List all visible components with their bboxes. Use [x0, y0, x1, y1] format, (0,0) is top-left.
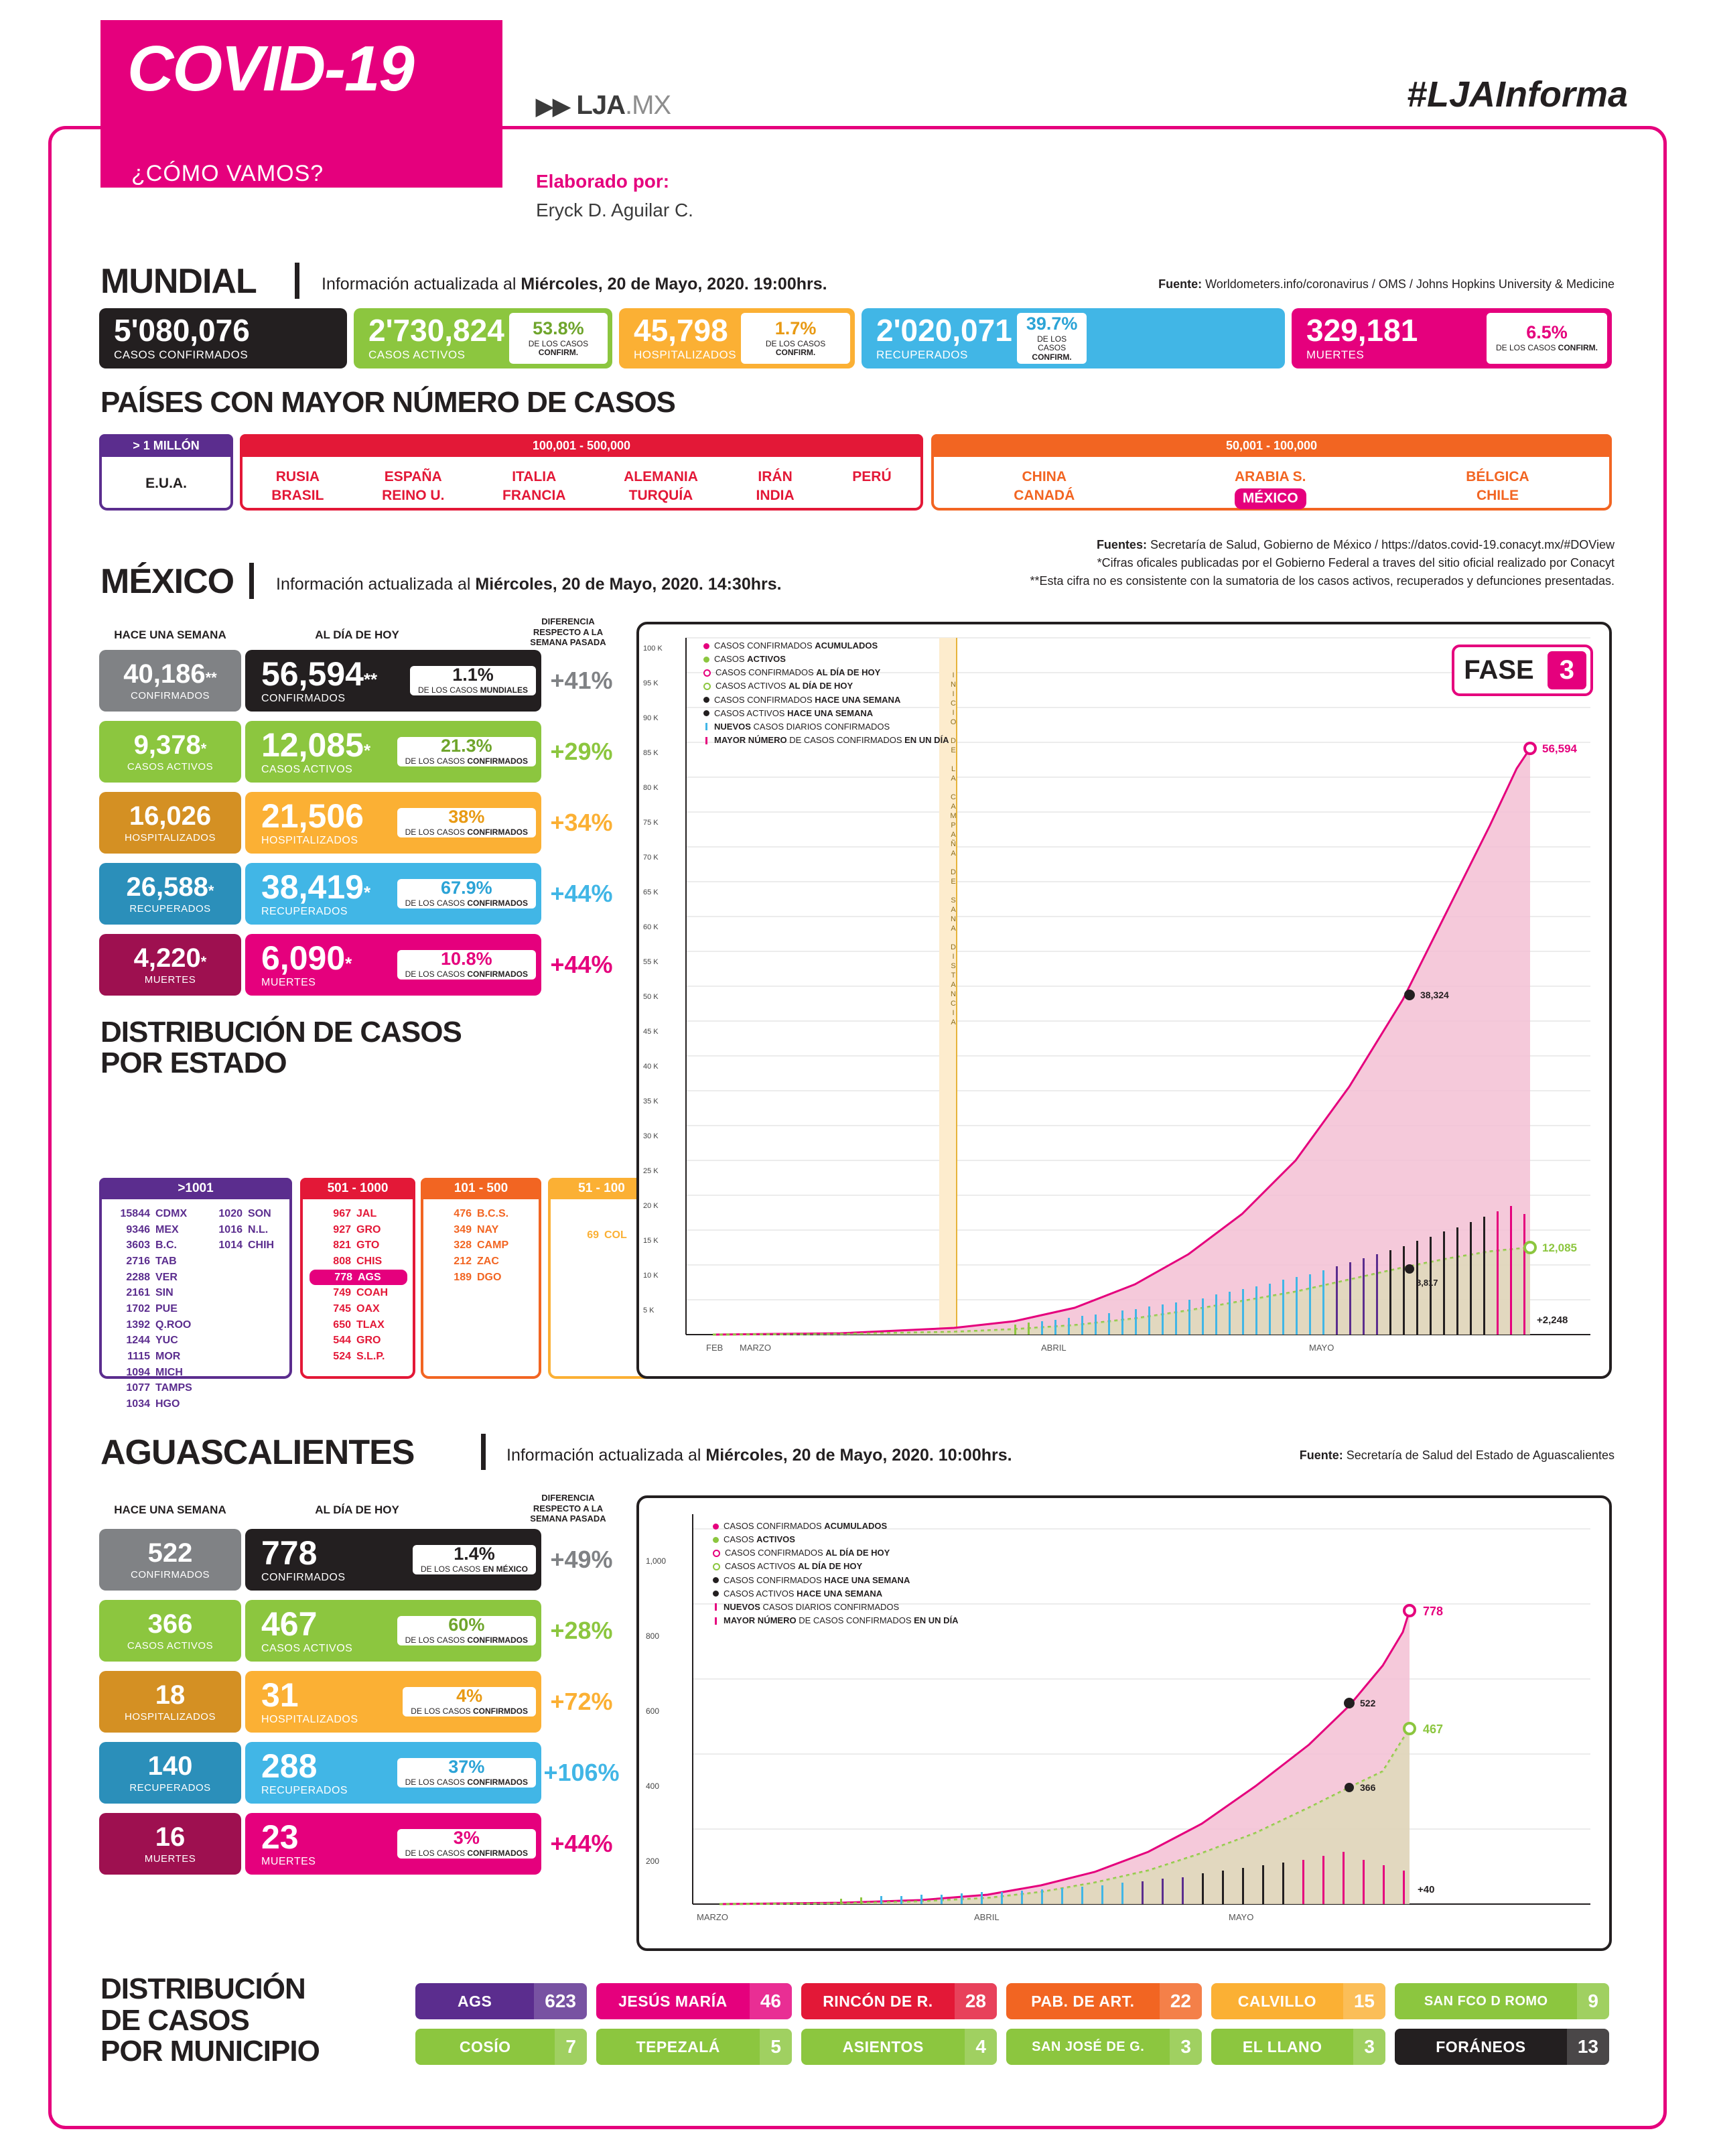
- section-title-mexico: MÉXICO: [100, 562, 234, 601]
- ags-marker-activos-prev: 366: [1360, 1782, 1376, 1793]
- country-col: ARABIA S. MÉXICO: [1235, 468, 1306, 509]
- logo-arrow-icon: ▶▶: [536, 94, 570, 119]
- marker-confirmados-prev: 38,324: [1420, 990, 1449, 1000]
- country-group-1m: [99, 434, 233, 511]
- country-group-range: 50,001 - 100,000: [931, 434, 1612, 457]
- legend-item: CASOS ACTIVOS: [703, 653, 949, 666]
- ags-chart: [636, 1495, 1612, 1951]
- now-value-box: 288 RECUPERADOS 37% DE LOS CASOS CONFIRMADOS: [245, 1742, 541, 1804]
- country-col: ITALIA FRANCIA: [502, 469, 566, 504]
- state-group-range: 501 - 1000: [300, 1178, 415, 1199]
- now-value-box: 31 HOSPITALIZADOS 4% DE LOS CASOS CONFIRMDOS: [245, 1671, 541, 1733]
- fase-badge: [1452, 645, 1593, 696]
- kpi-value: 329,181: [1306, 313, 1418, 348]
- ags-row-activos: [99, 1600, 622, 1662]
- ags-row-muertes: [99, 1813, 622, 1875]
- now-value-box: 21,506 HOSPITALIZADOS 38% DE LOS CASOS CONFIRMADOS: [245, 792, 541, 854]
- kpi-value: 2'020,071: [876, 313, 1012, 348]
- page-subtitle: ¿CÓMO VAMOS?: [131, 161, 324, 186]
- country-col: E.U.A.: [145, 476, 187, 491]
- municipio-jesus-maria: JESÚS MARÍA 46: [596, 1983, 792, 2019]
- now-value-box: 56,594** CONFIRMADOS 1.1% DE LOS CASOS MUNDIALES: [245, 650, 541, 712]
- mexico-chart-legend: [703, 639, 949, 747]
- diff-value: +44%: [550, 951, 613, 978]
- now-value-box: 6,090* MUERTES 10.8% DE LOS CASOS CONFIRMADOS: [245, 934, 541, 996]
- state-group-range: >1001: [99, 1178, 292, 1199]
- col-head-diff: DIFERENCIA RESPECTO A LA SEMANA PASADA: [530, 616, 606, 648]
- mundial-updated: Información actualizada al Miércoles, 20 de Mayo, 2020. 19:00hrs.: [322, 275, 827, 293]
- legend-item: CASOS ACTIVOS HACE UNA SEMANA: [713, 1587, 959, 1601]
- author-name: Eryck D. Aguilar C.: [536, 200, 693, 220]
- section-title-mundial: MUNDIAL: [100, 262, 257, 301]
- state-list-col1: 15844 CDMX 9346 MEX 3603 B.C. 2716 TAB 2288 VER 2161 SIN 1702 PUE 1392 Q.ROO 1244 YUC 1115 MOR 1094 MICH 1077 TAMPS 1034 HGO: [120, 1208, 192, 1410]
- ags-updated: Información actualizada al Miércoles, 20 de Mayo, 2020. 10:00hrs.: [506, 1446, 1012, 1465]
- municipio-pabellon: PAB. DE ART. 22: [1006, 1983, 1202, 2019]
- highlight-mexico: MÉXICO: [1235, 488, 1306, 509]
- municipio-calvillo: CALVILLO 15: [1211, 1983, 1385, 2019]
- now-value-box: 12,085* CASOS ACTIVOS 21.3% DE LOS CASOS CONFIRMADOS: [245, 721, 541, 783]
- section-title-ags: AGUASCALIENTES: [100, 1433, 415, 1472]
- prev-value-box: 16,026 HOSPITALIZADOS: [99, 792, 241, 854]
- legend-item: CASOS CONFIRMADOS HACE UNA SEMANA: [703, 693, 949, 707]
- page-title: COVID-19: [127, 33, 413, 105]
- sana-distancia-annotation: INICIO DE LA CAMPAÑA DE SANA DISTANCIA: [949, 671, 957, 1028]
- y-axis-ticks: 100 K 95 K 90 K 85 K 80 K 75 K 70 K 65 K 60 K 55 K 50 K 45 K 40 K 35 K 30 K 25 K 20 K 15 K 10 K 5 K: [643, 645, 663, 1315]
- kpi-pct-label: DE LOS CASOS CONFIRM.: [528, 338, 589, 357]
- mundial-source: Fuente: Worldometers.info/coronavirus / OMS / Johns Hopkins University & Medicine: [1158, 277, 1615, 291]
- mexico-row-recuperados: [99, 863, 622, 925]
- legend-item: CASOS CONFIRMADOS ACUMULADOS: [713, 1520, 959, 1533]
- mexico-chart: [636, 622, 1612, 1379]
- ags-marker-confirmados-prev: 522: [1360, 1698, 1376, 1708]
- fase-number: 3: [1548, 651, 1586, 689]
- country-group-50k: [931, 434, 1612, 511]
- kpi-label: RECUPERADOS: [876, 348, 968, 361]
- x-tick-mayo: MAYO: [1309, 1343, 1334, 1353]
- mexico-row-hospitalizados: [99, 792, 622, 854]
- ags-col-head-prev: HACE UNA SEMANA: [114, 1503, 226, 1516]
- fase-label: FASE: [1464, 655, 1534, 685]
- ags-marker-nuevos: +40: [1418, 1884, 1435, 1895]
- logo-suffix: .MX: [625, 90, 671, 120]
- kpi-pct-label: DE LOS CASOS CONFIRM.: [1032, 334, 1072, 362]
- legend-item: CASOS CONFIRMADOS AL DÍA DE HOY: [703, 666, 949, 679]
- now-value-box: 38,419* RECUPERADOS 67.9% DE LOS CASOS CONFIRMADOS: [245, 863, 541, 925]
- country-col: CHINA CANADÁ: [1014, 469, 1075, 504]
- kpi-recuperados: [862, 308, 1285, 368]
- diff-value: +28%: [550, 1617, 613, 1644]
- prev-value-box: 26,588* RECUPERADOS: [99, 863, 241, 925]
- kpi-casos-confirmados: [99, 308, 347, 368]
- diff-value: +34%: [550, 809, 613, 836]
- hashtag: #LJAInforma: [1406, 74, 1628, 115]
- state-list: 476 B.C.S. 349 NAY 328 CAMP 212 ZAC 189 DGO: [454, 1208, 509, 1283]
- ags-y-axis-ticks: 1,000 800 600 400 200: [646, 1556, 667, 1866]
- legend-item: CASOS CONFIRMADOS ACUMULADOS: [703, 639, 949, 653]
- divider-mexico: [249, 563, 254, 599]
- country-group-range: 100,001 - 500,000: [240, 434, 923, 457]
- legend-item: CASOS ACTIVOS: [713, 1533, 959, 1546]
- countries-title: PAÍSES CON MAYOR NÚMERO DE CASOS: [100, 386, 675, 419]
- mexico-sources: Fuentes: Secretaría de Salud, Gobierno de México / https://datos.covid-19.conacyt.mx/#DOView *Cifras oficales publicadas por el Gobierno Federal a traves del sitio oficial realizado por Conacyt **Esta cifra no es consistente con la sumatoria de los casos activos, recuperados y defunciones presentadas.: [1030, 538, 1615, 588]
- prev-value-box: 366 CASOS ACTIVOS: [99, 1600, 241, 1662]
- prev-value-box: 522 CONFIRMADOS: [99, 1529, 241, 1591]
- muni-title: DISTRIBUCIÓN DE CASOS POR MUNICIPIO: [100, 1972, 320, 2068]
- kpi-pct-label: DE LOS CASOS CONFIRM.: [765, 338, 826, 357]
- ags-row-confirmados: [99, 1529, 622, 1591]
- col-head-now: AL DÍA DE HOY: [315, 628, 399, 641]
- now-value-box: 467 CASOS ACTIVOS 60% DE LOS CASOS CONFIRMADOS: [245, 1600, 541, 1662]
- legend-item: CASOS CONFIRMADOS AL DÍA DE HOY: [713, 1546, 959, 1560]
- prev-value-box: 40,186** CONFIRMADOS: [99, 650, 241, 712]
- dist-state-title: DISTRIBUCIÓN DE CASOS POR ESTADO: [100, 1016, 462, 1080]
- x-tick-feb: FEB: [706, 1343, 724, 1353]
- kpi-label: CASOS CONFIRMADOS: [114, 348, 249, 361]
- kpi-casos-activos: [354, 308, 612, 368]
- mexico-updated: Información actualizada al Miércoles, 20 de Mayo, 2020. 14:30hrs.: [276, 575, 782, 594]
- x-tick-abril: ABRIL: [1041, 1343, 1067, 1353]
- state-list: 69 COL: [587, 1229, 627, 1241]
- now-value-box: 778 CONFIRMADOS 1.4% DE LOS CASOS EN MÉXICO: [245, 1529, 541, 1591]
- state-group-501-1000: [300, 1178, 415, 1379]
- ags-col-head-now: AL DÍA DE HOY: [315, 1503, 399, 1516]
- country-col: RUSIA BRASIL: [271, 469, 324, 504]
- diff-value: +41%: [550, 667, 613, 694]
- municipio-san-jose: SAN JOSÉ DE G. 3: [1006, 2029, 1202, 2065]
- legend-item: CASOS ACTIVOS AL DÍA DE HOY: [703, 679, 949, 693]
- kpi-muertes: [1292, 308, 1612, 368]
- diff-value: +44%: [550, 1830, 613, 1857]
- legend-item: NUEVOS CASOS DIARIOS CONFIRMADOS: [713, 1601, 959, 1614]
- prev-value-box: 9,378* CASOS ACTIVOS: [99, 721, 241, 783]
- diff-value: +72%: [550, 1688, 613, 1715]
- legend-item: CASOS ACTIVOS HACE UNA SEMANA: [703, 707, 949, 720]
- diff-value: +44%: [550, 880, 613, 907]
- marker-activos-prev: 8,817: [1416, 1278, 1438, 1288]
- kpi-value: 5'080,076: [114, 313, 250, 348]
- municipio-el-llano: EL LLANO 3: [1211, 2029, 1385, 2065]
- now-value-box: 23 MUERTES 3% DE LOS CASOS CONFIRMADOS: [245, 1813, 541, 1875]
- kpi-label: CASOS ACTIVOS: [368, 348, 466, 361]
- municipio-cosio: COSÍO 7: [415, 2029, 587, 2065]
- marker-nuevos: +2,248: [1537, 1315, 1568, 1326]
- ags-row-hospitalizados: [99, 1671, 622, 1733]
- kpi-pct: 6.5%: [1526, 322, 1568, 343]
- ags-col-head-diff: DIFERENCIA RESPECTO A LA SEMANA PASADA: [530, 1493, 606, 1524]
- ags-x-tick-marzo: MARZO: [697, 1912, 728, 1922]
- country-col: IRÁN INDIA: [756, 469, 795, 504]
- state-group-range: 51 - 100: [548, 1178, 655, 1199]
- col-head-prev: HACE UNA SEMANA: [114, 628, 226, 641]
- municipio-tepezala: TEPEZALÁ 5: [596, 2029, 792, 2065]
- state-group-range: 101 - 500: [421, 1178, 541, 1199]
- kpi-value: 45,798: [634, 313, 728, 348]
- legend-item: CASOS ACTIVOS AL DÍA DE HOY: [713, 1560, 959, 1573]
- kpi-pct: 53.8%: [533, 318, 584, 338]
- marker-activos: 12,085: [1542, 1241, 1577, 1254]
- prev-value-box: 140 RECUPERADOS: [99, 1742, 241, 1804]
- municipio-rincon: RINCÓN DE R. 28: [801, 1983, 997, 2019]
- logo-brand: LJA: [576, 90, 625, 120]
- prev-value-box: 16 MUERTES: [99, 1813, 241, 1875]
- prev-value-box: 4,220* MUERTES: [99, 934, 241, 996]
- legend-item: NUEVOS CASOS DIARIOS CONFIRMADOS: [703, 720, 949, 734]
- kpi-value: 2'730,824: [368, 313, 504, 348]
- ags-row-recuperados: [99, 1742, 622, 1804]
- divider-ags: [481, 1434, 486, 1470]
- mexico-row-activos: [99, 721, 622, 783]
- diff-value: +49%: [550, 1546, 613, 1573]
- state-group->1001: [99, 1178, 292, 1410]
- kpi-pct: 39.7%: [1026, 314, 1078, 334]
- country-col: BÉLGICA CHILE: [1466, 469, 1529, 504]
- marker-confirmados: 56,594: [1542, 742, 1577, 755]
- country-col: ALEMANIA TURQUÍA: [624, 469, 698, 504]
- kpi-pct: 1.7%: [774, 318, 817, 338]
- ags-marker-confirmados: 778: [1423, 1605, 1444, 1618]
- country-group-100k: [240, 434, 923, 511]
- state-list-col2: 1020 SON 1016 N.L. 1014 CHIH: [218, 1208, 275, 1252]
- kpi-label: HOSPITALIZADOS: [634, 348, 737, 361]
- legend-item: MAYOR NÚMERO DE CASOS CONFIRMADOS EN UN DÍA: [703, 734, 949, 747]
- municipio-ags: AGS 623: [415, 1983, 587, 2019]
- country-col: PERÚ: [852, 469, 892, 484]
- ags-source: Fuente: Secretaría de Salud del Estado de Aguascalientes: [1299, 1448, 1615, 1462]
- lja-logo: [536, 90, 671, 121]
- ags-x-tick-abril: ABRIL: [974, 1912, 1000, 1922]
- legend-item: MAYOR NÚMERO DE CASOS CONFIRMADOS EN UN DÍA: [713, 1614, 959, 1627]
- diff-value: +106%: [543, 1759, 620, 1786]
- ags-marker-activos: 467: [1423, 1723, 1444, 1736]
- kpi-pct-label: DE LOS CASOS CONFIRM.: [1495, 343, 1598, 353]
- mexico-row-confirmados: [99, 650, 622, 712]
- mexico-row-muertes: [99, 934, 622, 996]
- kpi-hospitalizados: [619, 308, 855, 368]
- divider-mundial: [295, 263, 299, 299]
- x-tick-marzo: MARZO: [740, 1343, 771, 1353]
- legend-item: CASOS CONFIRMADOS HACE UNA SEMANA: [713, 1574, 959, 1587]
- country-col: ESPAÑA REINO U.: [382, 469, 445, 504]
- kpi-label: MUERTES: [1306, 348, 1365, 361]
- state-group-101-500: [421, 1178, 541, 1379]
- country-group-range: > 1 MILLÓN: [99, 434, 233, 457]
- ags-chart-legend: [713, 1520, 959, 1627]
- municipio-san-fco: SAN FCO D ROMO 9: [1395, 1983, 1609, 2019]
- elaborated-label: Elaborado por:: [536, 171, 670, 192]
- state-list: 967 JAL 927 GRO 821 GTO 808 CHIS 778 AGS 749 COAH 745 OAX 650 TLAX 544 GRO 524 S.L.P.: [310, 1206, 407, 1365]
- diff-value: +29%: [550, 738, 613, 765]
- prev-value-box: 18 HOSPITALIZADOS: [99, 1671, 241, 1733]
- ags-x-tick-mayo: MAYO: [1229, 1912, 1254, 1922]
- municipio-asientos: ASIENTOS 4: [801, 2029, 997, 2065]
- municipio-foraneos: FORÁNEOS 13: [1395, 2029, 1609, 2065]
